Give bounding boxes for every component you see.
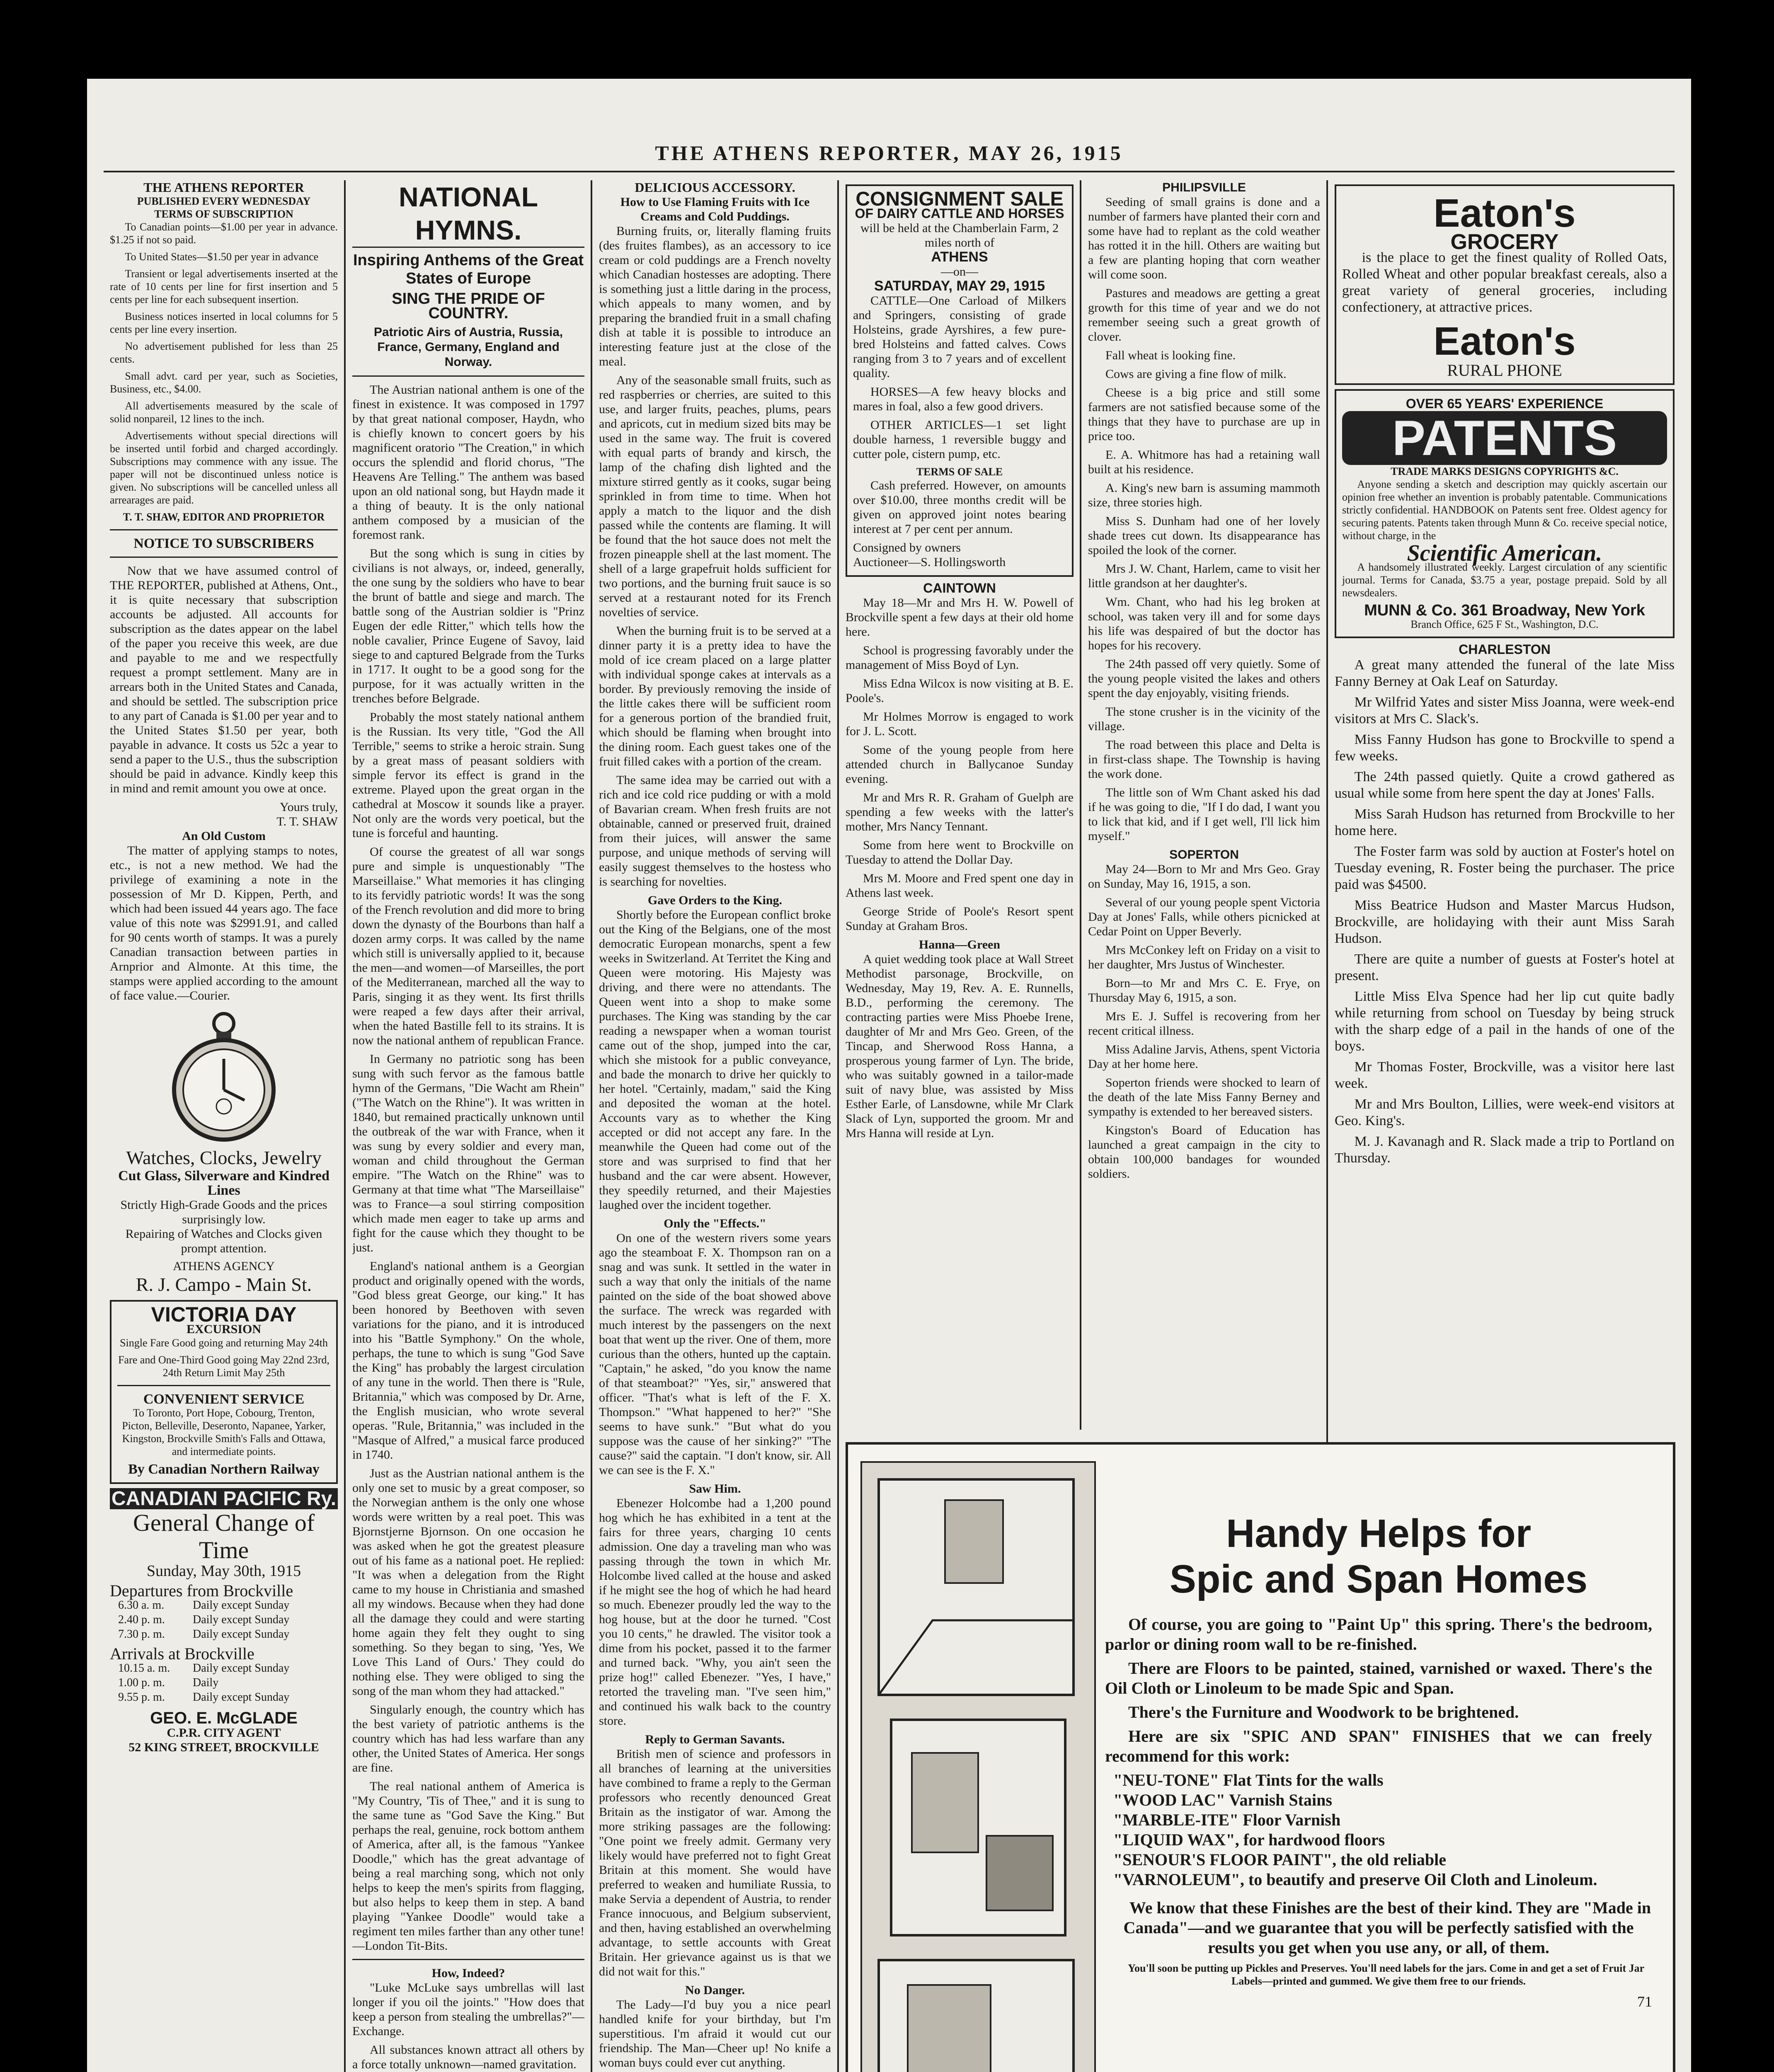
- saw-him-body: Ebenezer Holcombe had a 1,200 pound hog which he has exhibited in a tent at the fairs for three years, charging 10 cents admission. One day a traveling man who was passing through the town in which Mr. Holcombe lived called at the house and asked if he might see the hog of which he had heard so much. Ebenezer proudly led the way to the hog house, but at the door he turned. "Cost you 10 cents," he drawled. The visitor took a dime from his pocket, passed it to the farmer and turned back. "Why, you ain't seen the prize hog!" called Ebenezer. "Yes, I have," retorted the traveling man. "I've seen him," and continued his walk back to the country store.: [599, 1496, 831, 1728]
- victoria-fare-1: Single Fare Good going and returning May 24th: [120, 1337, 328, 1349]
- philipsville-item: The little son of Wm Chant asked his dad if he was going to die, "If I do dad, I want you to lick that kid, and if I get well, I'll lick him myself.": [1088, 786, 1320, 843]
- soperton-item: Kingston's Board of Education has launched a great campaign in the city to obtain 100,000 bandages for wounded soldiers.: [1088, 1123, 1320, 1181]
- column-rule: [1080, 180, 1081, 1430]
- charleston-item: The Foster farm was sold by auction at Foster's hotel on Tuesday evening, R. Foster being the purchaser. The price paid was $4500.: [1335, 844, 1675, 892]
- hymns-subheading: Inspiring Anthems of the Great States of Europe: [353, 252, 584, 287]
- departure-row: 6.30 a. m. Daily except Sunday: [118, 1599, 290, 1612]
- paint-advertisement: [846, 1442, 1675, 2072]
- philipsville-item: The 24th passed off very quietly. Some of the young people visited the lakes and others spent the day enjoyably, visiting friends.: [1088, 657, 1320, 700]
- hymns-paragraph: But the song which is sung in cities by civilians is not always, or, indeed, generally, the one sung by the soldiers who have to bear the brunt of battle and siege and march. The battle song of the Austrian soldier is "Prinz Eugen der edle Ritter," which tells how the noble cavalier, Prince Eugene of Savoy, laid siege to and captured Belgrade from the Turks in 1717. It ought to be a good song for the purpose, for it was actually written in the trenches before Belgrade.: [352, 547, 584, 705]
- accessory-paragraph: Any of the seasonable small fruits, such as red raspberries or cherries, are suited to this use, and larger fruits, peaches, plums, pears and apricots, cut in medium sized bits may be used in the same way. The fruit is covered with equal parts of brandy and kirsch, the lamp of the chafing dish lighted and the mixture stirred gently as it cooks, sugar being sprinkled in from time to time. When hot apply a match to the liquor and the dish passed while the contents are flaming. It will be found that the hot sauce does not melt the frozen pineapple shell at the last moment. The shell of a large grapefruit holds sufficient for two portions, and the burning fruit sauce is so served at a restaurant noted for its French novelties of service.: [599, 373, 831, 619]
- charleston-item: Miss Fanny Hudson has gone to Brockville to spend a few weeks.: [1335, 732, 1675, 764]
- departures-heading: Departures from Brockville: [110, 1581, 293, 1600]
- terms-item: Advertisements without special directions will be inserted until forbid and charged accordingly. Subscriptions may commence with any issue. The paper will not be discontinued unless notice is given. No subscriptions will be cancelled unless all arrearages are paid.: [110, 430, 338, 506]
- caintown-heading: CAINTOWN: [923, 581, 996, 595]
- finish-item: "VARNOLEUM", to beautify and preserve Oil Cloth and Linoleum.: [1113, 1870, 1597, 1889]
- charleston-item: There are quite a number of guests at Foster's hotel at present.: [1335, 951, 1675, 983]
- accessory-paragraph: The same idea may be carried out with a rich and ice cold rice pudding or with a mold of Bavarian cream. When fresh fruits are not obtainable, canned or preserved fruit, drained from their juices, will answer the same purpose, and unique methods of serving will easily suggest themselves to the hostess who is searching for novelties.: [599, 773, 831, 888]
- caintown-item: Mr and Mrs R. R. Graham of Guelph are spending a few weeks with the latter's mother, Mrs Nancy Tennant.: [846, 791, 1074, 833]
- eatons-heading-2: Eaton's: [1433, 319, 1576, 363]
- column-5: [1088, 180, 1320, 1430]
- terms-item: All advertisements measured by the scale of solid nonpareil, 12 lines to the inch.: [110, 400, 338, 425]
- consignment-location: will be held at the Chamberlain Farm, 2 miles north of: [860, 221, 1059, 249]
- paint-ad-subheading: Spic and Span Homes: [1169, 1557, 1588, 1601]
- hymns-paragraph: Probably the most stately national anthem is the Russian. Its very title, "God the All Terrible," seems to strike a heroic strain. Sung by a great mass of peasant soldiers with simple fervor its effect is grand in the extreme. Played upon the great organ in the cathedral at Moscow it sounds like a prayer. Not only are the words very poetical, but the tune is forceful and haunting.: [352, 710, 584, 840]
- consignment-horses: HORSES—A few heavy blocks and mares in foal, also a few good drivers.: [853, 385, 1066, 413]
- wedding-heading: Hanna—Green: [919, 938, 1001, 951]
- charleston-item: Miss Beatrice Hudson and Master Marcus Hudson, Brockville, are holidaying with their aunt Miss Sarah Hudson.: [1335, 898, 1675, 946]
- soperton-item: Born—to Mr and Mrs C. E. Frye, on Thursday May 6, 1915, a son.: [1088, 976, 1320, 1005]
- caintown-item: Some of the young people from here attended church in Ballycanoe Sunday evening.: [846, 743, 1074, 786]
- grocery-heading: GROCERY: [1450, 230, 1559, 254]
- pocket-watch-illustration: [110, 1007, 338, 1147]
- saw-him-heading: Saw Him.: [689, 1482, 741, 1496]
- cpr-logo: CANADIAN PACIFIC Ry.: [110, 1488, 338, 1509]
- caintown-item: May 18—Mr and Mrs H. W. Powell of Brockville spent a few days at their old home here.: [846, 596, 1074, 639]
- consignment-cattle: CATTLE—One Carload of Milkers and Springers, consisting of grade Holsteins, grade Ayrshires, a few pure-bred Holsteins and fatted calves. Cows ranging from 3 to 7 years and of excellent quality.: [853, 294, 1066, 380]
- savants-heading: Reply to German Savants.: [645, 1733, 785, 1746]
- departure-row: 7.30 p. m. Daily except Sunday: [118, 1628, 290, 1641]
- paint-ad-heading: Handy Helps for: [1226, 1511, 1532, 1556]
- terms-item: To United States—$1.50 per year in advance: [125, 251, 319, 263]
- notice-signature: T. T. SHAW: [276, 815, 338, 828]
- column-rule: [591, 180, 592, 2072]
- consignment-owners: Consigned by owners: [853, 541, 961, 554]
- cpr-date: Sunday, May 30th, 1915: [146, 1562, 301, 1580]
- paper-title: THE ATHENS REPORTER: [143, 180, 304, 195]
- watches-subheading: Cut Glass, Silverware and Kindred Lines: [118, 1168, 330, 1198]
- consignment-sale-box: [846, 184, 1074, 577]
- terms-item: Business notices inserted in local columns for 5 cents per line every insertion.: [110, 310, 338, 335]
- philipsville-item: Pastures and meadows are getting a great growth for this time of year and we do not remember seeing such a great growth of clover.: [1088, 286, 1320, 344]
- patents-experience: OVER 65 YEARS' EXPERIENCE: [1406, 396, 1604, 411]
- philipsville-item: Fall wheat is looking fine.: [1105, 349, 1236, 362]
- soperton-item: Mrs E. J. Suffel is recovering from her recent critical illness.: [1088, 1009, 1320, 1038]
- munn-branch: Branch Office, 625 F St., Washington, D.C.: [1410, 618, 1599, 630]
- victoria-day-box: [110, 1300, 338, 1484]
- consignment-auctioneer: Auctioneer—S. Hollingsworth: [853, 555, 1006, 569]
- eatons-heading: Eaton's: [1433, 191, 1576, 235]
- column-rule: [344, 180, 346, 2072]
- philipsville-item: The road between this place and Delta is in first-class shape. The Township is having the work done.: [1088, 738, 1320, 781]
- no-danger-body: The Lady—I'd buy you a nice pearl handled knife for your birthday, but I'm superstitious. I'm afraid it would cut our friendship. The Man—Cheer up! No knife a woman buys could ever cut anything.: [599, 1998, 831, 2070]
- convenient-railway: By Canadian Northern Railway: [128, 1462, 320, 1477]
- column-rule: [837, 180, 839, 2072]
- consignment-other: OTHER ARTICLES—1 set light double harness, 1 reversible buggy and cutter pole, cistern pump, etc.: [853, 418, 1066, 461]
- agent-name: GEO. E. McGLADE: [150, 1709, 298, 1727]
- consignment-terms-heading: TERMS OF SALE: [916, 466, 1003, 478]
- paint-ad-labels: You'll soon be putting up Pickles and Preserves. You'll need labels for the jars. Come in and get a set of Fruit Jar Labels—printed and gummed. We give them free to our friends.: [1128, 1962, 1645, 1987]
- soperton-item: Mrs McConkey left on Friday on a visit to her daughter, Mrs Justus of Winchester.: [1088, 943, 1320, 971]
- paint-ad-number: 71: [1637, 1993, 1652, 2010]
- king-heading: Gave Orders to the King.: [647, 893, 783, 907]
- campo-name: R. J. Campo - Main St.: [136, 1274, 312, 1295]
- philipsville-item: E. A. Whitmore has had a retaining wall built at his residence.: [1088, 448, 1320, 476]
- column-1: [110, 180, 338, 2072]
- editor-line: T. T. SHAW, EDITOR AND PROPRIETOR: [123, 511, 325, 523]
- charleston-item: M. J. Kavanagh and R. Slack made a trip to Portland on Thursday.: [1335, 1134, 1675, 1166]
- consignment-heading: CONSIGNMENT SALE: [855, 188, 1064, 210]
- finish-item: "WOOD LAC" Varnish Stains: [1113, 1791, 1332, 1809]
- arrival-row: 10.15 a. m. Daily except Sunday: [118, 1662, 290, 1675]
- eatons-grocery-ad: [1335, 184, 1675, 385]
- caintown-item: George Stride of Poole's Resort spent Sunday at Graham Bros.: [846, 905, 1074, 933]
- arrival-row: 9.55 p. m. Daily except Sunday: [118, 1691, 290, 1704]
- consignment-subheading: OF DAIRY CATTLE AND HORSES: [855, 206, 1064, 221]
- old-custom-body: The matter of applying stamps to notes, etc., is not a new method. We had the privilege of examining a note in the possession of Mr D. Kippen, Perth, and which had been issued 44 years ago. The face value of this note was $2991.91, and called for 90 cents worth of stamps. It was a purely Canadian transaction between parties in Arnprior and Almonte. At this time, the stamps were applied according to the amount of face value.—Courier.: [110, 844, 338, 1002]
- consignment-terms: Cash preferred. However, on amounts over $10.00, three months credit will be given on approved joint notes bearing interest at 7 per cent per annum.: [853, 479, 1066, 536]
- philipsville-item: Mrs J. W. Chant, Harlem, came to visit her little grandson at her daughter's.: [1088, 562, 1320, 590]
- soperton-item: Several of our young people spent Victoria Day at Jones' Falls, while others picnicked at Cedar Point on Upper Beverly.: [1088, 896, 1320, 938]
- patents-ad: [1335, 389, 1675, 638]
- arrival-row: 1.00 p. m. Daily: [118, 1676, 219, 1689]
- accessory-subheading: How to Use Flaming Fruits with Ice Creams and Cold Puddings.: [620, 195, 810, 223]
- paint-ad-paragraph: There are Floors to be painted, stained, varnished or waxed. There's the Oil Cloth or Linoleum to be made Spic and Span.: [1105, 1659, 1652, 1697]
- victoria-subheading: EXCURSION: [186, 1322, 262, 1336]
- accessory-paragraph: Burning fruits, or, literally flaming fruits (des fruites flambes), as an accessory to ice cream or cold puddings are a French novelty which Canadian hostesses are adopting. There is something just a little daring in the process, which appeals to many women, and by preparing the brandied fruit in a small chafing dish at table it is possible to introduce an interesting feature just at the close of the meal.: [599, 224, 831, 368]
- caintown-item: Mrs M. Moore and Fred spent one day in Athens last week.: [846, 871, 1074, 900]
- charleston-item: Mr Thomas Foster, Brockville, was a visitor here last week.: [1335, 1059, 1675, 1091]
- caintown-item: Miss Edna Wilcox is now visiting at B. E. Poole's.: [846, 677, 1074, 705]
- hymns-paragraph: Of course the greatest of all war songs pure and simple is unquestionably "The Marseillaise." What memories it has clinging to its fervidly patriotic words! It was the song of the French revolution and did more to bring down the dynasty of the Bourbons than half a dozen army corps. It was called by the name which still is universally applied to it, because the men—and women—of Marseilles, the port of the Mediterranean, marched all the way to Paris, singing it as they went. Its first thrills were reaped a few days after their arrival, when the hated Bastille fell to its strains. It is now the national anthem of republican France.: [352, 845, 584, 1047]
- patents-body: Anyone sending a sketch and description may quickly ascertain our opinion free whether an invention is probably patentable. Communications strictly confidential. HANDBOOK on Patents sent free. Oldest agency for securing patents. Patents taken through Munn & Co. receive special notice, without charge, in the: [1342, 478, 1667, 542]
- savants-body: British men of science and professors in all branches of learning at the universities have combined to frame a reply to the German professors who recently denounced Great Britain as the instigator of war. Among the more striking passages are the following: "One point we freely admit. Germany very likely would have preferred not to fight Great Britain at this moment. She would have preferred to weaken and humiliate Russia, to make Servia a dependent of Austria, to render France innocuous, and Belgium subservient, and then, having established an overwhelming advantage, to settle accounts with Great Britain. Her grievance against us is that we did not wait for this.": [599, 1747, 831, 1978]
- agency-label: ATHENS AGENCY: [173, 1259, 275, 1273]
- arrivals-heading: Arrivals at Brockville: [110, 1644, 254, 1663]
- charleston-item: Mr and Mrs Boulton, Lillies, were week-end visitors at Geo. King's.: [1335, 1097, 1675, 1128]
- finish-item: "MARBLE-ITE" Floor Varnish: [1113, 1811, 1341, 1829]
- finish-item: "LIQUID WAX", for hardwood floors: [1113, 1830, 1385, 1849]
- newspaper-page: [87, 79, 1691, 2072]
- accessory-heading: DELICIOUS ACCESSORY.: [635, 180, 795, 195]
- charleston-item: A great many attended the funeral of the late Miss Fanny Berney at Oak Leaf on Saturday.: [1335, 657, 1675, 689]
- masthead: THE ATHENS REPORTER, MAY 26, 1915: [655, 141, 1123, 165]
- watches-body-2: Repairing of Watches and Clocks given prompt attention.: [125, 1227, 322, 1255]
- paint-ad-paragraph: Here are six "SPIC AND SPAN" FINISHES that we can freely recommend for this work:: [1105, 1727, 1652, 1765]
- effects-body: On one of the western rivers some years ago the steamboat F. X. Thompson ran on a snag and was sunk. It settled in the water in such a way that only the initials of the name painted on the side of the boat showed above the surface. The wreck was regarded with much interest by the passengers on the next boat that went up the river. One of them, more curious than the others, hunted up the captain. "Captain," he asked, "do you know the name of that steamboat?" "Yes, sir," answered that officer. "That's what is left of the F. X. Thompson." "What happened to her?" "She seems to have sunk." "But what do you suppose was the cause of her sinking?" "The cause?" said the captain. "I don't know, sir. All we can see is the F. X.": [599, 1231, 831, 1477]
- paint-ad-paragraph: We know that these Finishes are the best of their kind. They are "Made in Canada"—and we guarantee that you will be perfectly satisfied with the results you get when you use any, or all, of them.: [1123, 1898, 1651, 1957]
- caintown-item: Mr Holmes Morrow is engaged to work for J. L. Scott.: [846, 710, 1074, 738]
- terms-item: Small advt. card per year, such as Societies, Business, etc., $4.00.: [110, 370, 338, 395]
- victoria-heading: VICTORIA DAY: [151, 1303, 297, 1326]
- philipsville-item: Cheese is a big price and still some farmers are not satisfied because some of the things that they have to purchase are up in price too.: [1088, 386, 1320, 443]
- terms-item: To Canadian points—$1.00 per year in advance. $1.25 if not so paid.: [110, 221, 338, 246]
- charleston-item: The 24th passed quietly. Quite a crowd gathered as usual while some from here spent the day at Jones' Falls.: [1335, 769, 1675, 801]
- terms-heading: TERMS OF SUBSCRIPTION: [154, 208, 293, 220]
- how-indeed-heading: How, Indeed?: [431, 1966, 505, 1980]
- caintown-item: School is progressing favorably under the management of Miss Boyd of Lyn.: [846, 644, 1074, 672]
- watches-body-1: Strictly High-Grade Goods and the prices surprisingly low.: [120, 1198, 327, 1226]
- philipsville-item: Cows are giving a fine flow of milk.: [1105, 367, 1287, 381]
- column-4: [846, 180, 1074, 1430]
- philipsville-item: Wm. Chant, who had his leg broken at school, was taken very ill and for some days his life was despaired of but the doctor has hopes for his recovery.: [1088, 595, 1320, 652]
- notice-heading: NOTICE TO SUBSCRIBERS: [133, 536, 314, 551]
- consignment-town: ATHENS: [931, 249, 988, 265]
- philipsville-item: Miss S. Dunham had one of her lovely shade trees cut down. Its disappearance has spoiled the look of the corner.: [1088, 514, 1320, 557]
- caintown-item: Some from here went to Brockville on Tuesday to attend the Dollar Day.: [846, 838, 1074, 867]
- king-body: Shortly before the European conflict broke out the King of the Belgians, one of the most democratic European monarchs, spent a few weeks in Switzerland. At Territet the King and Queen were motoring. His Majesty was driving, and there were no attendants. The Queen went into a shop to make some purchases. The King was standing by the car reading a newspaper when a woman tourist came out of the shop, jumped into the car, which she mistook for a public conveyance, and bade the monarch to drive her quickly to her hotel. "Certainly, madam," said the King and deposited the woman at the hotel. Accounts vary as to whether the King accepted or did not accept any fare. In the meanwhile the Queen had come out of the store and was surprised to find that her husband and the car were absent. However, they speedily returned, and their Majesties laughed over the incident together.: [599, 908, 831, 1212]
- accessory-paragraph: When the burning fruit is to be served at a dinner party it is a pretty idea to have the mold of ice cream placed on a large platter with individual sponge cakes at intervals as a border. By previously removing the inside of the little cakes there will be sufficient room for a generous portion of the brandied fruit, which should be flaming when brought into the dining room. Each guest takes one of the fruit filled cakes with a portion of the cream.: [599, 624, 831, 768]
- gravitation-note: All substances known attract all others by a force totally unknown—named gravitation.: [352, 2043, 584, 2071]
- watches-heading: Watches, Clocks, Jewelry: [126, 1147, 322, 1168]
- hymns-paragraph: In Germany no patriotic song has been sung with such fervor as the famous battle hymn of the Germans, "Die Wacht am Rhein" ("The Watch on the Rhine"). It was written in 1840, but remained practically unknown until the outbreak of the war with France, when it was sung by every soldier and every man, woman and child throughout the German empire. "The Watch on the Rhine" was to Germany at that time what "The Marseillaise" was to France—a soul stirring composition which made men eager to take up arms and fight for the cause which they thought to be just.: [352, 1052, 584, 1254]
- agent-address: 52 KING STREET, BROCKVILLE: [128, 1740, 319, 1754]
- charleston-item: Little Miss Elva Spence had her lip cut quite badly while returning from school on Tuesday by being struck with the sharp edge of a pail in the hands of one of the boys.: [1335, 989, 1675, 1054]
- terms-item: No advertisement published for less than 25 cents.: [110, 340, 338, 365]
- scientific-american-body: A handsomely illustrated weekly. Largest circulation of any scientific journal. Terms for Canada, $3.75 a year, postage prepaid. Sold by all newsdealers.: [1342, 561, 1667, 599]
- consignment-date: SATURDAY, MAY 29, 1915: [874, 278, 1045, 294]
- terms-item: Transient or legal advertisements inserted at the rate of 10 cents per line for first insertion and 5 cents per line for each subsequent insertion.: [110, 268, 338, 305]
- notice-body: Now that we have assumed control of THE REPORTER, published at Athens, Ont., it is quite necessary that subscription accounts be adjusted. All accounts for subscription as the dates appear on the label of the paper you receive this week, are due and payable to me and we respectfully request a prompt settlement. Many are in arrears both in the United States and Canada, and should be settled. The subscription price to any part of Canada is $1.00 per year and to the United States $1.50 per year, both payable in advance. It costs us 52c a year to send a paper to the U.S., thus the subscription should be paid in advance. Kindly keep this in mind and remit amount you owe at once.: [110, 564, 338, 795]
- notice-sign: Yours truly,: [279, 800, 338, 814]
- rural-phone: RURAL PHONE: [1447, 361, 1562, 380]
- charleston-item: Mr Wilfrid Yates and sister Miss Joanna, were week-end visitors at Mrs C. Slack's.: [1335, 695, 1675, 726]
- soperton-heading: SOPERTON: [1169, 848, 1239, 862]
- room-illustration: [860, 1461, 1096, 2072]
- philipsville-item: Seeding of small grains is done and a number of farmers have planted their corn and some have had to replant as the cold weather has rotted it in the hill. Others are waiting but a few are planting hoping that corn weather will come soon.: [1088, 195, 1320, 281]
- departure-row: 2.40 p. m. Daily except Sunday: [118, 1613, 290, 1626]
- patents-trademarks: TRADE MARKS DESIGNS COPYRIGHTS &C.: [1391, 465, 1619, 477]
- masthead-rule: [104, 171, 1675, 172]
- scientific-american: Scientific American.: [1407, 540, 1602, 566]
- column-2: [352, 180, 584, 2072]
- effects-heading: Only the "Effects.": [664, 1217, 766, 1230]
- patents-heading: PATENTS: [1342, 411, 1667, 465]
- wedding-body: A quiet wedding took place at Wall Street Methodist parsonage, Brockville, on Wednesday, May 19, Rev. A. E. Runnells, B.D., performing the ceremony. The contracting parties were Miss Phoebe Irene, daughter of Mr and Mrs Geo. Green, of the Tincap, and Sherwood Ross Hanna, a prosperous young farmer of Lyn. The bride, who was suitably gowned in a tailor-made suit of navy blue, was assisted by Miss Esther Earle, of Lansdowne, while Mr Clark Slack of Lyn, supported the groom. Mr and Mrs Hanna will reside at Lyn.: [846, 952, 1074, 1140]
- paint-ad-text: [1105, 1511, 1652, 2011]
- paint-ad-paragraph: There's the Furniture and Woodwork to be brightened.: [1128, 1703, 1519, 1721]
- consignment-on: —on—: [941, 265, 978, 278]
- agent-title: C.P.R. CITY AGENT: [167, 1726, 281, 1740]
- how-indeed-body: "Luke McLuke says umbrellas will last longer if you oil the joints." "How does that keep a person from stealing the umbrellas?"—Exchange.: [352, 1981, 584, 2038]
- finish-item: "SENOUR'S FLOOR PAINT", the old reliable: [1113, 1850, 1446, 1869]
- charleston-item: Miss Sarah Hudson has returned from Brockville to her home here.: [1335, 806, 1675, 838]
- hymns-paragraph: The real national anthem of America is "My Country, 'Tis of Thee," and it is sung to the same tune as "God Save the King." But perhaps the real, genuine, rock bottom anthem of America, after all, is the famous "Yankee Doodle," which has the great advantage of being a real marching song, which not only helps to keep the men's spirits from flagging, but also helps to keep them in step. A band playing "Yankee Doodle" would take a regiment ten miles farther than any other tune!—London Tit-Bits.: [352, 1779, 584, 1953]
- philipsville-heading: PHILIPSVILLE: [1162, 181, 1246, 194]
- soperton-item: Soperton friends were shocked to learn of the death of the late Miss Fanny Berney and sympathy is extended to her bereaved sisters.: [1088, 1076, 1320, 1118]
- hymns-paragraph: England's national anthem is a Georgian product and originally opened with the words, "God bless great George, our king." It has been honored by Beethoven with seven variations for the piano, and it is introduced into his "Battle Symphony." On the whole, perhaps, the tune to which is sung "God Save the King" has probably the largest circulation of any tune in the world. Then there is "Rule, Britannia," which was composed by Dr. Arne, the English musician, who wrote several operas. "Rule, Britannia," was included in the "Masque of Alfred," a musical farce produced in 1740.: [352, 1259, 584, 1462]
- munn-address: MUNN & Co. 361 Broadway, New York: [1364, 602, 1645, 619]
- no-danger-heading: No Danger.: [685, 1983, 745, 1997]
- finish-item: "NEU-TONE" Flat Tints for the walls: [1113, 1771, 1384, 1789]
- hymns-subheading-2: SING THE PRIDE OF COUNTRY.: [392, 290, 545, 322]
- hymns-paragraph: Singularly enough, the country which has the best variety of patriotic anthems is the country which has had less warfare than any other, the United States of America. Her songs are fine.: [352, 1703, 584, 1774]
- victoria-fare-2: Fare and One-Third Good going May 22nd 23rd, 24th Return Limit May 25th: [118, 1354, 330, 1379]
- paper-subtitle: PUBLISHED EVERY WEDNESDAY: [137, 195, 311, 207]
- convenient-body: To Toronto, Port Hope, Cobourg, Trenton, Picton, Belleville, Deseronto, Napanee, Yarker, Kingston, Brockville Smith's Falls and Ottawa, and intermediate points.: [122, 1407, 326, 1457]
- column-3: [599, 180, 831, 2072]
- philipsville-item: The stone crusher is in the vicinity of the village.: [1088, 705, 1320, 733]
- hymns-paragraph: The Austrian national anthem is one of the finest in existence. It was composed in 1797 by that great national composer, Haydn, who is chiefly known to concert goers by his magnificent oratorio "The Creation," in which occurs the splendid and florid chorus, "The Heavens Are Telling." The anthem was based upon an old national song, but Haydn made it a thing of beauty. It is the only national anthem composed by a musician of the foremost rank.: [352, 383, 584, 542]
- cpr-heading: General Change of Time: [133, 1509, 315, 1564]
- charleston-heading: CHARLESTON: [1459, 642, 1551, 657]
- soperton-item: May 24—Born to Mr and Mrs Geo. Gray on Sunday, May 16, 1915, a son.: [1088, 862, 1320, 891]
- paint-ad-paragraph: Of course, you are going to "Paint Up" this spring. There's the bedroom, parlor or dining room wall to be re-finished.: [1105, 1615, 1652, 1653]
- old-custom-heading: An Old Custom: [182, 829, 266, 843]
- hymns-paragraph: Just as the Austrian national anthem is the only one set to music by a great composer, so the Norwegian anthem is the only one whose words were written by a real poet. This was Bjornstjerne Bjornson. On one occasion he was asked when he got the greatest pleasure out of his fame as a national poet. He replied: "It was when a delegation from the Right came to my house in Christiania and smashed all my windows. Because when they had done all the damage they could and were starting home again they felt they ought to sing something. So they began to sing, 'Yes, We Love This Land of Ours.' They could do nothing else. They were obliged to sing the song of the man whom they had attacked.": [352, 1467, 584, 1698]
- soperton-item: Miss Adaline Jarvis, Athens, spent Victoria Day at her home here.: [1088, 1043, 1320, 1071]
- hymns-heading: NATIONAL HYMNS.: [352, 180, 584, 248]
- hymns-subheading-3: Patriotic Airs of Austria, Russia, France, Germany, England and Norway.: [373, 325, 563, 369]
- convenient-heading: CONVENIENT SERVICE: [143, 1392, 305, 1407]
- philipsville-item: A. King's new barn is assuming mammoth size, three stories high.: [1088, 481, 1320, 509]
- eatons-body: is the place to get the finest quality of Rolled Oats, Rolled Wheat and other popular breakfast cereals, also a great variety of general groceries, including confectionery, at attractive prices.: [1342, 250, 1667, 315]
